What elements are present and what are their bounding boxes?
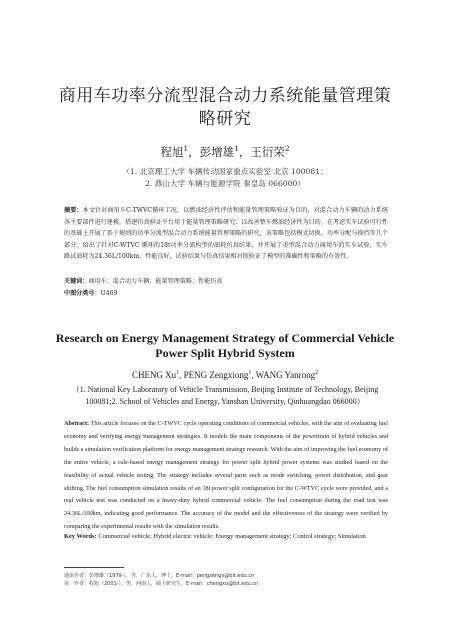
english-affiliations [60, 384, 390, 408]
classification-value: U469 [100, 290, 118, 297]
keywords-label: 关键词： [64, 278, 89, 285]
author-name: 程旭 [160, 145, 184, 159]
author-affil-mark: 1 [234, 144, 239, 154]
abstract-label: 摘要： [64, 207, 83, 214]
chinese-title-line-2: 略研究 [198, 109, 252, 129]
chinese-title [40, 85, 410, 131]
author-name: CHENG Xu [131, 370, 177, 380]
author-separator: ， [188, 145, 200, 159]
keywords-label: Key Words: [64, 533, 97, 540]
author-affil-mark: 1 [248, 370, 252, 376]
footnote-divider [64, 567, 124, 568]
classification-label: 中图分类号： [64, 290, 101, 297]
author-separator: , [179, 370, 184, 380]
chinese-authors [0, 144, 450, 160]
keywords-text: 商用车；混合动力车辆；能量管理策略；性能仿真 [88, 278, 223, 285]
author-name: 彭增雄 [199, 145, 235, 159]
author-affil-mark: 2 [315, 370, 319, 376]
chinese-abstract [64, 205, 388, 263]
keywords-text: Commercial vehicle; Hybrid electric vehicle; Energy management strategy; Control strategy; Simulation [96, 533, 366, 540]
abstract-text: 本文针对商用车C-TWVC循环工况，以燃油经济性评估和能量管理策略验证为目的，对混合动力车辆的动力系统各主要部件进行建模，搭建仿真验证平台用于能量管理策略研究；以改善整车燃油经济性为目的，在考虑实车试验可行性的基础上开展了基于规则的功率分流型混合动力系统能量管理策略的研究，该策略包括模式切换、功率分配与换挡等几个部分。给出了针对C-WTVC 循环的18t功率分流构型的油耗仿真结果，并开展了重型混合动力商用车的实车试验，实车路试油耗为24.36L/100km，性能良好，试验结果与仿真结果相对照验证了模型的准确性和策略的有效性。 [64, 207, 388, 261]
affiliation-line: 100081;2. School of Vehicles and Energy, Yanshan University, Qinhuangdao 066000） [85, 397, 365, 406]
footnote-corresponding-author: 通讯作者：彭增雄（1979-），男，广东人，博士，E-mail：pengzengx@bit.edu.cn [64, 573, 255, 579]
english-title-line-1: Research on Energy Management Strategy of Commercial Vehicle [55, 331, 395, 345]
chinese-title-line-1: 商用车功率分流型混合动力系统能量管理策 [58, 86, 392, 106]
author-affil-mark: 1 [176, 370, 180, 376]
affiliation-line: （1. 北京理工大学 车辆传动国家重点实验室 北京 100081； [122, 167, 328, 176]
abstract-label: Abstract: [64, 420, 90, 427]
english-abstract [64, 418, 388, 534]
author-name: PENG Zengxiong [183, 370, 249, 380]
footnote-first-author: 第一作者：程旭（2001-），男，河南人，硕士研究生，E-mail：chengxu@bit.edu.cn [64, 581, 259, 587]
author-affil-mark: 2 [284, 144, 290, 154]
chinese-affiliations [0, 166, 450, 190]
author-separator: , [251, 370, 256, 380]
classification-number [64, 288, 388, 297]
author-name: WANG Yanrong [255, 370, 316, 380]
chinese-keywords [64, 276, 388, 285]
author-name: 王衍荣 [250, 145, 285, 159]
author-separator: ， [238, 145, 251, 159]
affiliation-line: 2. 燕山大学 车辆与能源学院 秦皇岛 066000） [145, 179, 305, 188]
english-keywords [64, 533, 394, 540]
english-authors [0, 370, 450, 380]
english-title-line-2: Power Split Hybrid System [155, 346, 295, 360]
english-title [40, 331, 410, 361]
abstract-text: This article focuses on the C-TWVC cycle operating conditions of commercial vehicles, with the aim of evaluating fuel economy and verifying energy management strategies. It models the main components of the powertrain of hybrid vehicles and builds a simulation verification platform for energy management strategy research. With the aim of improving the fuel economy of the entire vehicle, a rule-based energy management strategy for power split hybrid power systems was studied based on the feasibility of actual vehicle testing. The strategy includes several parts such as mode switching, power distribution, and gear shifting. The fuel consumption simulation results of an 18t power split configuration for the C-WTVC cycle were provided, and a real vehicle test was conducted on a heavy-duty hybrid commercial vehicle. The fuel consumption during the road test was 24.36L/100km, indicating good performance. The accuracy of the model and the effectiveness of the strategy were verified by comparing the experimental results with the simulation results. [64, 420, 388, 531]
author-affil-mark: 1 [183, 144, 189, 154]
affiliation-line: （1. National Key Laboratory of Vehicle Transmission, Beijing Institute of Technology, Beijing [71, 385, 379, 394]
